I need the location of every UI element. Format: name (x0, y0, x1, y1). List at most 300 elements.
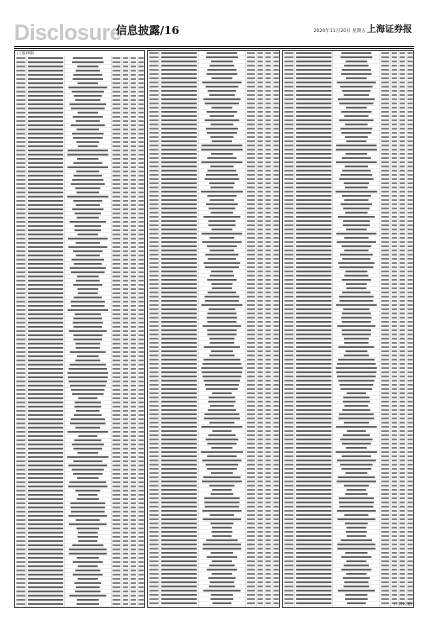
table-cell-text (139, 112, 144, 114)
table-cell-text (400, 539, 405, 541)
table-cell-text (407, 178, 412, 180)
table-cell-text (16, 414, 25, 416)
table-cell-text (265, 237, 270, 239)
table-cell-text (273, 208, 278, 210)
table-cell-text (161, 245, 197, 247)
table-cell-text (247, 250, 255, 252)
table-cell-text (338, 262, 374, 264)
table-cell-text (296, 233, 331, 235)
table-cell-text (273, 451, 278, 453)
table-cell-text (149, 497, 158, 499)
table-cell-text (392, 405, 397, 407)
newspaper-masthead: 上海证券报 (366, 25, 412, 35)
table-cell-text (161, 401, 197, 403)
table-cell-text (345, 187, 368, 189)
table-cell-text (381, 136, 389, 138)
table-cell-text (207, 321, 236, 323)
table-cell-text (284, 304, 293, 306)
table-cell-text (73, 339, 102, 341)
table-cell-text (346, 153, 368, 155)
table-cell-text (161, 531, 197, 533)
table-cell-text (400, 153, 405, 155)
table-cell-text (392, 279, 397, 281)
table-cell-text (273, 409, 278, 411)
table-cell-text (392, 275, 397, 277)
table-cell-text (407, 460, 412, 462)
table-cell-text (16, 234, 25, 236)
table-cell-text (273, 531, 278, 533)
table-cell-text (161, 523, 197, 525)
table-cell-text (28, 444, 63, 446)
table-cell-text (265, 86, 270, 88)
table-cell-text (258, 304, 263, 306)
table-cell-text (392, 107, 397, 109)
table-cell-text (113, 280, 121, 282)
table-cell-text (16, 439, 25, 441)
table-cell-text (273, 262, 278, 264)
table-cell-text (407, 229, 412, 231)
table-cell-text (265, 514, 270, 516)
table-cell-text (392, 476, 397, 478)
table-cell-text (73, 57, 103, 59)
table-cell-text (247, 266, 255, 268)
table-cell-text (211, 552, 233, 554)
table-cell-text (123, 297, 128, 299)
table-cell-text (131, 540, 136, 542)
table-cell-text (139, 234, 144, 236)
table-cell-text (265, 254, 270, 256)
table-cell-text (381, 388, 389, 390)
table-cell-text (131, 544, 136, 546)
table-cell-text (407, 195, 412, 197)
table-cell-text (123, 246, 128, 248)
table-cell-text (336, 149, 377, 151)
table-cell-text (284, 103, 293, 105)
table-cell-text (265, 460, 270, 462)
table-cell-text (284, 73, 293, 75)
table-cell-text (131, 381, 136, 383)
table-cell-text (284, 69, 293, 71)
table-cell-text (247, 258, 255, 260)
table-cell-text (296, 527, 331, 529)
table-cell-text (400, 413, 405, 415)
table-cell-text (113, 599, 121, 601)
table-cell-text (28, 402, 63, 404)
table-cell-text (296, 359, 331, 361)
table-cell-text (161, 250, 197, 252)
table-cell-text (247, 346, 255, 348)
table-cell-text (407, 170, 412, 172)
table-cell-text (149, 262, 158, 264)
table-cell-text (76, 141, 99, 143)
table-cell-text (337, 544, 375, 546)
table-cell-text (139, 477, 144, 479)
table-2-rows (148, 51, 280, 608)
table-cell-text (400, 178, 405, 180)
table-cell-text (28, 339, 63, 341)
table-cell-text (28, 603, 63, 605)
table-cell-text (273, 233, 278, 235)
table-cell-text (139, 120, 144, 122)
table-cell-text (265, 376, 270, 378)
table-cell-text (161, 56, 197, 58)
table-cell-text (204, 497, 239, 499)
table-cell-text (392, 132, 397, 134)
table-cell-text (16, 586, 25, 588)
table-cell-text (400, 418, 405, 420)
table-cell-text (28, 414, 63, 416)
table-cell-text (247, 304, 255, 306)
table-cell-text (28, 553, 63, 555)
table-cell-text (74, 225, 101, 227)
table-cell-text (407, 128, 412, 130)
table-cell-text (211, 212, 234, 214)
table-cell-text (381, 82, 389, 84)
table-cell-text (149, 203, 158, 205)
table-cell-text (28, 120, 63, 122)
table-cell-text (149, 581, 158, 583)
table-cell-text (381, 90, 389, 92)
table-cell-text (28, 301, 63, 303)
table-cell-text (28, 355, 63, 357)
table-cell-text (247, 132, 255, 134)
table-cell-text (392, 304, 397, 306)
table-cell-text (123, 200, 128, 202)
table-cell-text (392, 250, 397, 252)
table-cell-text (131, 276, 136, 278)
table-cell-text (392, 224, 397, 226)
table-cell-text (161, 363, 197, 365)
table-cell-text (258, 539, 263, 541)
table-cell-text (131, 271, 136, 273)
table-cell-text (203, 590, 240, 592)
table-cell-text (139, 129, 144, 131)
table-cell-text (258, 229, 263, 231)
table-cell-text (392, 493, 397, 495)
table-cell-text (161, 136, 197, 138)
table-cell-text (247, 502, 255, 504)
table-cell-text (16, 276, 25, 278)
table-cell-text (16, 150, 25, 152)
table-cell-text (247, 178, 255, 180)
table-cell-text (208, 220, 235, 222)
table-cell-text (149, 187, 158, 189)
table-cell-text (149, 271, 158, 273)
table-cell-text (247, 506, 255, 508)
table-cell-text (407, 308, 412, 310)
table-cell-text (284, 573, 293, 575)
table-cell-text (149, 569, 158, 571)
table-cell-text (77, 217, 99, 219)
table-cell-text (16, 61, 25, 63)
table-cell-text (296, 388, 331, 390)
table-cell-text (149, 363, 158, 365)
table-cell-text (392, 481, 397, 483)
table-cell-text (407, 506, 412, 508)
table-cell-text (400, 149, 405, 151)
table-cell-text (28, 183, 63, 185)
table-cell-text (67, 372, 108, 374)
table-cell-text (381, 355, 389, 357)
table-cell-text (131, 108, 136, 110)
table-cell-text (16, 528, 25, 530)
table-cell-text (345, 472, 367, 474)
table-cell-text (265, 334, 270, 336)
table-cell-text (392, 581, 397, 583)
table-cell-text (149, 514, 158, 516)
table-cell-text (139, 351, 144, 353)
table-cell-text (210, 136, 233, 138)
table-cell-text (139, 410, 144, 412)
table-cell-text (201, 191, 243, 193)
table-cell-text (131, 158, 136, 160)
table-cell-text (123, 423, 128, 425)
table-cell-text (381, 535, 389, 537)
table-cell-text (69, 595, 106, 597)
table-cell-text (400, 350, 405, 352)
table-cell-text (258, 409, 263, 411)
table-cell-text (123, 511, 128, 513)
table-cell-text (273, 367, 278, 369)
table-cell-text (123, 582, 128, 584)
table-cell-text (265, 418, 270, 420)
table-cell-text (131, 557, 136, 559)
table-cell-text (113, 603, 121, 605)
table-cell-text (139, 158, 144, 160)
table-cell-text (139, 309, 144, 311)
table-cell-text (392, 182, 397, 184)
table-cell-text (149, 233, 158, 235)
table-cell-text (113, 515, 121, 517)
table-cell-text (131, 578, 136, 580)
table-cell-text (258, 212, 263, 214)
table-cell-text (265, 535, 270, 537)
table-cell-text (113, 91, 121, 93)
table-cell-text (336, 367, 377, 369)
table-cell-text (265, 506, 270, 508)
table-cell-text (284, 111, 293, 113)
table-cell-text (161, 380, 197, 382)
table-cell-text (28, 330, 63, 332)
table-cell-text (273, 65, 278, 67)
table-cell-text (258, 182, 263, 184)
table-cell-text (161, 174, 197, 176)
table-cell-text (258, 544, 263, 546)
table-cell-text (340, 464, 372, 466)
table-cell-text (16, 494, 25, 496)
table-cell-text (296, 271, 331, 273)
table-cell-text (123, 87, 128, 89)
continued-from-note: (上接15版) (17, 51, 35, 55)
table-cell-text (392, 539, 397, 541)
table-cell-text (296, 455, 331, 457)
table-cell-text (392, 426, 397, 428)
table-cell-text (113, 313, 121, 315)
table-cell-text (28, 158, 63, 160)
table-cell-text (273, 296, 278, 298)
table-cell-text (77, 288, 98, 290)
table-cell-text (400, 241, 405, 243)
table-cell-text (123, 347, 128, 349)
table-cell-text (346, 107, 367, 109)
table-cell-text (273, 346, 278, 348)
table-cell-text (28, 288, 63, 290)
table-cell-text (123, 355, 128, 357)
table-cell-text (113, 507, 121, 509)
table-cell-text (204, 359, 241, 361)
table-cell-text (392, 262, 397, 264)
table-cell-text (161, 254, 197, 256)
table-cell-text (338, 359, 375, 361)
table-cell-text (284, 208, 293, 210)
table-cell-text (407, 153, 412, 155)
table-cell-text (113, 528, 121, 530)
table-cell-text (161, 313, 197, 315)
table-cell-text (123, 288, 128, 290)
table-cell-text (149, 430, 158, 432)
table-cell-text (346, 447, 367, 449)
table-cell-text (139, 427, 144, 429)
table-column-2 (147, 50, 280, 608)
table-cell-text (284, 153, 293, 155)
table-cell-text (284, 254, 293, 256)
table-cell-text (273, 329, 278, 331)
table-cell-text (139, 229, 144, 231)
table-cell-text (247, 367, 255, 369)
table-cell-text (16, 133, 25, 135)
table-cell-text (392, 203, 397, 205)
table-cell-text (381, 187, 389, 189)
table-cell-text (149, 140, 158, 142)
table-cell-text (113, 99, 121, 101)
table-cell-text (392, 56, 397, 58)
table-cell-text (149, 317, 158, 319)
table-cell-text (284, 203, 293, 205)
table-cell-text (123, 234, 128, 236)
table-cell-text (123, 271, 128, 273)
table-cell-text (381, 245, 389, 247)
table-cell-text (123, 229, 128, 231)
table-cell-text (113, 259, 121, 261)
table-cell-text (16, 469, 25, 471)
table-cell-text (131, 536, 136, 538)
table-cell-text (113, 452, 121, 454)
table-cell-text (247, 472, 255, 474)
table-cell-text (265, 292, 270, 294)
table-cell-text (113, 397, 121, 399)
table-cell-text (131, 582, 136, 584)
table-cell-text (381, 392, 389, 394)
table-cell-text (265, 447, 270, 449)
table-cell-text (74, 582, 101, 584)
table-cell-text (273, 229, 278, 231)
table-cell-text (123, 112, 128, 114)
table-cell-text (381, 191, 389, 193)
table-cell-text (16, 582, 25, 584)
table-cell-text (123, 519, 128, 521)
table-cell-text (381, 292, 389, 294)
table-cell-text (123, 280, 128, 282)
table-cell-text (407, 266, 412, 268)
table-cell-text (407, 94, 412, 96)
table-cell-text (284, 434, 293, 436)
table-cell-text (381, 304, 389, 306)
table-cell-text (247, 539, 255, 541)
table-cell-text (340, 56, 372, 58)
table-cell-text (28, 305, 63, 307)
table-cell-text (149, 212, 158, 214)
table-cell-text (345, 594, 367, 596)
table-cell-text (273, 535, 278, 537)
table-cell-text (296, 481, 331, 483)
table-cell-text (265, 493, 270, 495)
table-cell-text (16, 313, 25, 315)
table-cell-text (381, 376, 389, 378)
table-cell-text (258, 598, 263, 600)
table-cell-text (407, 355, 412, 357)
table-cell-text (139, 141, 144, 143)
table-cell-text (139, 217, 144, 219)
table-cell-text (344, 355, 369, 357)
table-cell-text (149, 472, 158, 474)
table-cell-text (210, 405, 234, 407)
table-cell-text (16, 540, 25, 542)
table-cell-text (247, 208, 255, 210)
table-cell-text (284, 594, 293, 596)
table-cell-text (258, 300, 263, 302)
table-cell-text (28, 82, 63, 84)
table-cell-text (258, 376, 263, 378)
table-cell-text (392, 149, 397, 151)
table-cell-text (284, 317, 293, 319)
table-cell-text (284, 485, 293, 487)
table-cell-text (212, 140, 232, 142)
table-cell-text (400, 518, 405, 520)
table-cell-text (73, 74, 102, 76)
table-cell-text (113, 549, 121, 551)
table-cell-text (273, 224, 278, 226)
table-cell-text (258, 271, 263, 273)
table-cell-text (71, 271, 105, 273)
table-cell-text (113, 553, 121, 555)
table-cell-text (16, 213, 25, 215)
table-cell-text (284, 86, 293, 88)
table-cell-text (392, 464, 397, 466)
table-cell-text (284, 586, 293, 588)
table-cell-text (258, 586, 263, 588)
table-cell-text (247, 52, 255, 54)
table-cell-text (400, 82, 405, 84)
table-cell-text (296, 346, 331, 348)
table-cell-text (113, 141, 121, 143)
table-cell-text (28, 343, 63, 345)
table-cell-text (139, 292, 144, 294)
table-cell-text (113, 544, 121, 546)
table-cell-text (131, 397, 136, 399)
table-cell-text (123, 586, 128, 588)
table-cell-text (265, 266, 270, 268)
table-cell-text (161, 220, 197, 222)
table-cell-text (392, 485, 397, 487)
table-cell-text (149, 380, 158, 382)
table-cell-text (161, 346, 197, 348)
table-cell-text (113, 208, 121, 210)
table-cell-text (381, 61, 389, 63)
table-cell-text (265, 388, 270, 390)
table-cell-text (139, 519, 144, 521)
table-cell-text (149, 552, 158, 554)
table-cell-text (392, 346, 397, 348)
